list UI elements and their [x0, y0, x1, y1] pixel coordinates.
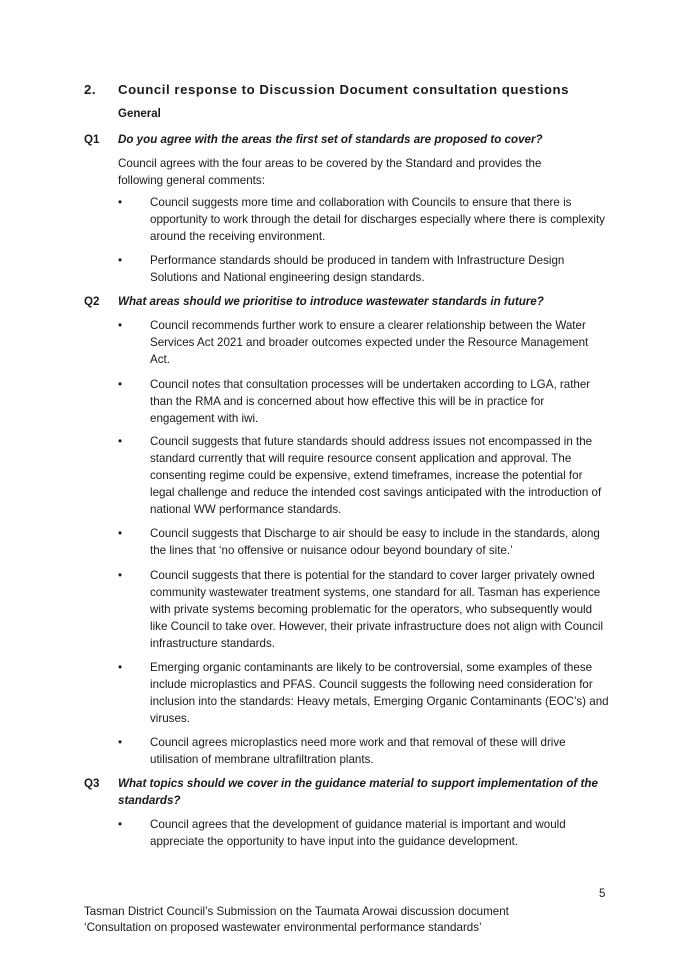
bullet-symbol: • [118, 254, 123, 267]
bullet-symbol: • [118, 527, 123, 540]
bullet-symbol: • [118, 378, 123, 391]
question-number: Q3 [84, 777, 100, 790]
question-number: Q2 [84, 295, 100, 308]
list-item-text: Council suggests that Discharge to air should be easy to include in the standards, along the lines that ‘no offensive or nuisance odour beyond boundary of site.’ [150, 527, 600, 557]
list-item [118, 194, 608, 245]
list-item-text: Performance standards should be produced in tandem with Infrastructure Design Solutions and National engineering design standards. [150, 254, 565, 284]
list-item [118, 734, 608, 768]
question-q1 [84, 131, 608, 148]
list-item [118, 659, 608, 727]
bullet-symbol: • [118, 319, 123, 332]
list-item [118, 252, 608, 286]
list-item [118, 525, 608, 559]
subheading-general: General [118, 108, 161, 120]
list-item-text: Emerging organic contaminants are likely to be controversial, some examples of these include microplastics and PFAS. Council suggests the following need consideration for inclusion into the standards: Heavy metals, Emerging Organic Contaminants (EOC’s) and viruses. [150, 661, 609, 725]
bullet-symbol: • [118, 569, 123, 582]
q1-intro-paragraph: Council agrees with the four areas to be covered by the Standard and provides the following general comments: [118, 157, 542, 187]
question-text: What topics should we cover in the guidance material to support implementation of the standards? [118, 777, 598, 807]
list-item [118, 317, 608, 368]
list-item-text: Council recommends further work to ensure a clearer relationship between the Water Services Act 2021 and broader outcomes expected under the Resource Management Act. [150, 319, 589, 366]
bullet-symbol: • [118, 435, 123, 448]
bullet-symbol: • [118, 818, 123, 831]
question-text: What areas should we prioritise to introduce wastewater standards in future? [118, 295, 544, 308]
question-text: Do you agree with the areas the first set of standards are proposed to cover? [118, 133, 543, 146]
list-item [118, 567, 608, 652]
page-number: 5 [599, 888, 606, 900]
footer-line: Tasman District Council’s Submission on the Taumata Arowai discussion document [84, 905, 509, 918]
page-footer [84, 904, 509, 936]
section-heading [84, 82, 569, 97]
list-item-text: Council agrees microplastics need more work and that removal of these will drive utilisation of membrane ultrafiltration plants. [150, 736, 566, 766]
question-number: Q1 [84, 133, 100, 146]
question-q3 [84, 775, 608, 809]
list-item-text: Council agrees that the development of guidance material is important and would appreciate the opportunity to have input into the guidance development. [150, 818, 566, 848]
list-item [118, 376, 608, 427]
list-item-text: Council suggests more time and collaboration with Councils to ensure that there is opportunity to work through the detail for discharges especially where there is complexity around the receiving environment. [150, 196, 605, 243]
list-item-text: Council suggests that future standards should address issues not encompassed in the standard currently that will require resource consent application and approval. The consenting regime could be expensive, extend timeframes, increase the potential for legal challenge and reduce the intended cost savings anticipated with the introduction of national WW performance standards. [150, 435, 602, 516]
list-item [118, 816, 608, 850]
list-item-text: Council notes that consultation processes will be undertaken according to LGA, rather than the RMA and is concerned about how effective this will be in practice for engagement with iwi. [150, 378, 591, 425]
section-number: 2. [84, 82, 97, 97]
footer-line: ‘Consultation on proposed wastewater environmental performance standards’ [84, 921, 482, 934]
bullet-symbol: • [118, 661, 123, 674]
bullet-symbol: • [118, 736, 123, 749]
bullet-symbol: • [118, 196, 123, 209]
section-title: Council response to Discussion Document consultation questions [118, 82, 570, 97]
list-item-text: Council suggests that there is potential for the standard to cover larger privately owned community wastewater treatment systems, one standard for all. Tasman has experience with private systems becoming problematic for the operators, who subsequently would like Council to take over. However, their private infrastructure does not align with Council infrastructure standards. [150, 569, 604, 650]
list-item [118, 433, 608, 518]
question-q2 [84, 293, 608, 310]
